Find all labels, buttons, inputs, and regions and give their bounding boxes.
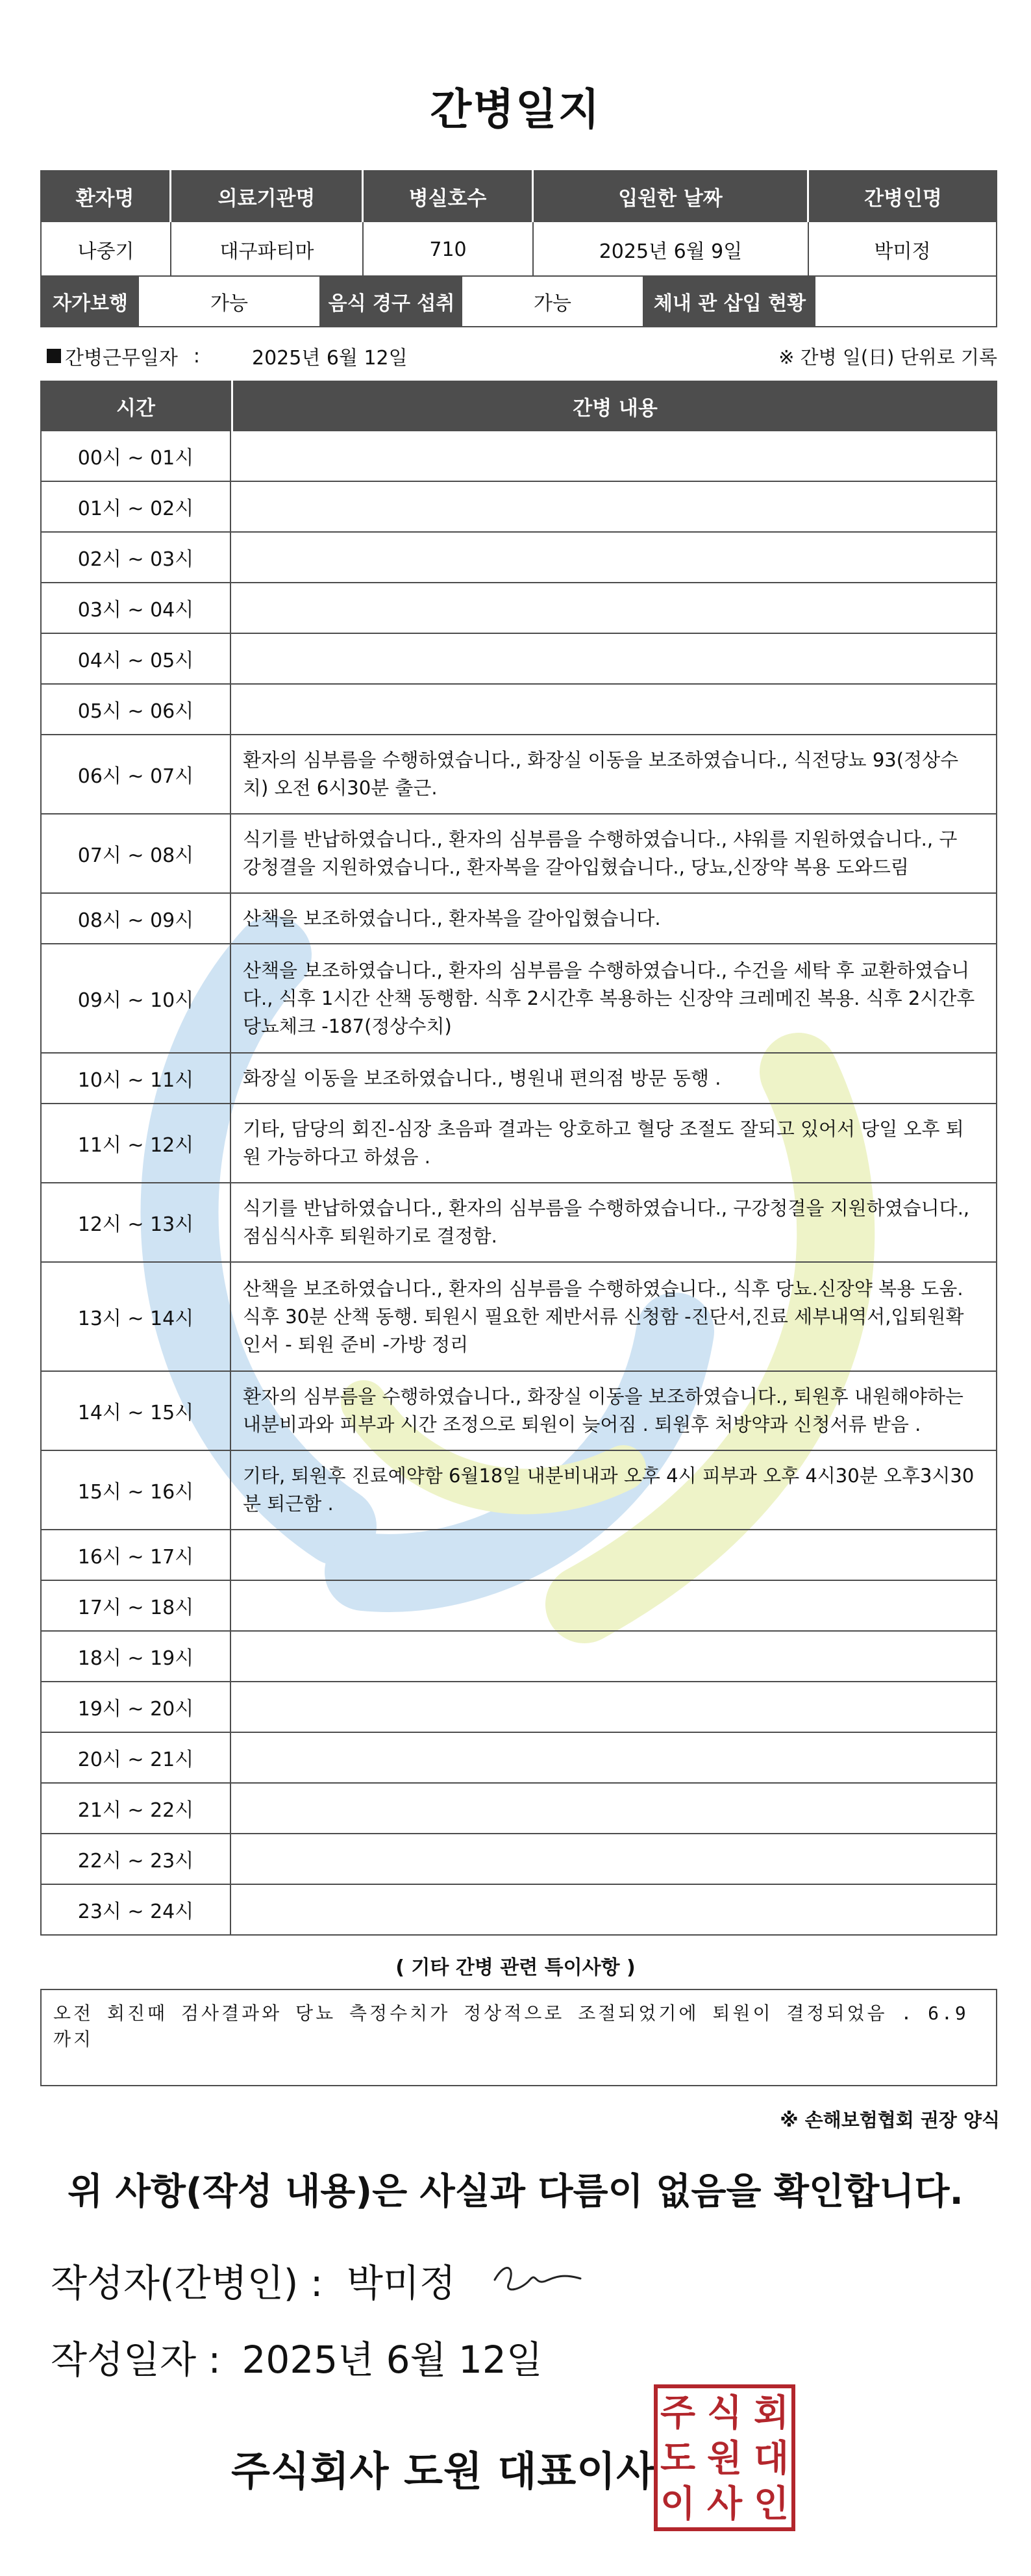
tube-value [815,277,996,326]
log-row [40,533,997,583]
duty-colon: : [193,344,200,368]
log-note [231,1784,997,1833]
svg-text:회: 회 [753,2392,789,2434]
walking-value: 가능 [139,277,321,326]
log-time: 22시 ~ 23시 [40,1834,231,1884]
patient-status-row [40,275,997,327]
log-time: 23시 ~ 24시 [40,1885,231,1934]
column-time: 시간 [40,381,233,431]
patient-info-table [40,170,997,279]
duty-date-line [47,340,997,372]
room-number: 710 [364,222,534,277]
log-note: 식기를 반납하였습니다., 환자의 심부름을 수행하였습니다., 구강청결을 지원하였습니다., 점심식사후 퇴원하기로 결정함. [231,1183,997,1261]
log-time: 04시 ~ 05시 [40,634,231,683]
log-time: 12시 ~ 13시 [40,1183,231,1261]
admission-date: 2025년 6월 9일 [534,222,809,277]
log-note: 환자의 심부름을 수행하였습니다., 화장실 이동을 보조하였습니다., 퇴원후 내원해야하는 내분비과와 피부과 시간 조정으로 퇴원이 늦어짐 . 퇴원후 처방약과 신청서류 받음 . [231,1372,997,1450]
header-room: 병실호수 [364,170,534,222]
log-row [40,634,997,685]
care-log-header [40,381,997,431]
log-note [231,685,997,734]
log-note: 기타, 퇴원후 진료예약함 6월18일 내분비내과 오후 4시 피부과 오후 4시30분 오후3시30 분 퇴근함 . [231,1451,997,1529]
log-row [40,583,997,634]
log-note [231,1632,997,1681]
log-row [40,1632,997,1682]
oral-intake-value: 가능 [462,277,644,326]
log-note: 산책을 보조하였습니다., 환자의 심부름을 수행하였습니다., 식후 당뇨.신장약 복용 도움. 식후 30분 산책 동행. 퇴원시 필요한 제반서류 신청함 -진단서,진료 세부내역서,입퇴원확 인서 - 퇴원 준비 -가방 정리 [231,1263,997,1370]
log-time: 05시 ~ 06시 [40,685,231,734]
log-row [40,1263,997,1372]
log-row [40,1834,997,1885]
writer-line [51,2253,456,2307]
log-note [231,533,997,582]
svg-text:주: 주 [660,2392,696,2434]
column-content: 간병 내용 [573,396,658,420]
header-caregiver: 간병인명 [809,170,997,222]
svg-text:식: 식 [706,2392,743,2434]
svg-text:원: 원 [706,2438,743,2480]
log-time: 19시 ~ 20시 [40,1682,231,1732]
log-time: 14시 ~ 15시 [40,1372,231,1450]
log-note: 화장실 이동을 보조하였습니다., 병원내 편의점 방문 동행 . [231,1054,997,1103]
log-time: 08시 ~ 09시 [40,894,231,943]
log-time: 18시 ~ 19시 [40,1632,231,1681]
log-time: 17시 ~ 18시 [40,1581,231,1630]
log-row [40,894,997,944]
duty-note: ※ 간병 일(日) 단위로 기록 [778,346,997,368]
log-row [40,1784,997,1834]
log-row [40,482,997,533]
care-log-table [40,381,997,1936]
log-row [40,1885,997,1936]
log-note [231,1733,997,1782]
notes-box: 오전 회진때 검사결과와 당뇨 측정수치가 정상적으로 조절되었기에 퇴원이 결정되었음 . 6.9까지 [40,1989,997,2086]
log-time: 03시 ~ 04시 [40,583,231,633]
log-row [40,735,997,814]
log-row [40,1372,997,1451]
square-bullet-icon [47,349,61,363]
log-row [40,944,997,1054]
log-note: 환자의 심부름을 수행하였습니다., 화장실 이동을 보조하였습니다., 식전당뇨 93(정상수 치) 오전 6시30분 출근. [231,735,997,813]
log-note [231,1581,997,1630]
header-admission-date: 입원한 날짜 [534,170,809,222]
oral-intake-label: 음식 경구 섭취 [321,277,462,326]
notes-title: ( 기타 간병 관련 특이사항 ) [395,1956,636,1979]
svg-text:사: 사 [706,2483,743,2525]
written-date-value: 2025년 6월 12일 [242,2338,543,2382]
duty-date-label: 간병근무일자 [65,347,178,370]
log-time: 06시 ~ 07시 [40,735,231,813]
log-row [40,1183,997,1263]
log-note [231,634,997,683]
log-row [40,1682,997,1733]
log-row [40,1733,997,1784]
log-note [231,482,997,531]
log-time: 20시 ~ 21시 [40,1733,231,1782]
log-note [231,1530,997,1580]
log-note [231,583,997,633]
log-row [40,1581,997,1632]
log-note: 산책을 보조하였습니다., 환자복을 갈아입혔습니다. [231,894,997,943]
caregiver-name: 박미정 [809,222,997,277]
log-row [40,431,997,482]
log-time: 09시 ~ 10시 [40,944,231,1052]
company-representative: 주식회사 도원 대표이사 [231,2447,656,2495]
log-time: 13시 ~ 14시 [40,1263,231,1370]
log-note: 식기를 반납하였습니다., 환자의 심부름을 수행하였습니다., 샤워를 지원하였습니다., 구 강청결을 지원하였습니다., 환자복을 갈아입혔습니다., 당뇨,신장약 복용 도와드림 [231,814,997,892]
log-time: 00시 ~ 01시 [40,431,231,481]
log-row [40,814,997,894]
log-time: 10시 ~ 11시 [40,1054,231,1103]
signature-scribble [490,2254,587,2299]
company-seal-stamp [653,2384,796,2532]
log-time: 02시 ~ 03시 [40,533,231,582]
writer-name: 박미정 [346,2261,456,2305]
log-time: 11시 ~ 12시 [40,1104,231,1182]
log-time: 21시 ~ 22시 [40,1784,231,1833]
log-row [40,685,997,735]
svg-text:대: 대 [753,2438,789,2480]
log-note: 기타, 담당의 회진-심장 초음파 결과는 앙호하고 혈당 조절도 잘되고 있어서 당일 오후 퇴 원 가능하다고 하셨음 . [231,1104,997,1182]
log-note: 산책을 보조하였습니다., 환자의 심부름을 수행하였습니다., 수건을 세탁 후 교환하였습니 다., 식후 1시간 산책 동행함. 식후 2시간후 복용하는 신장약 크레메진 복용. 식후 2시간후 당뇨체크 -187(정상수치) [231,944,997,1052]
header-patient-name: 환자명 [40,170,171,222]
log-time: 07시 ~ 08시 [40,814,231,892]
log-row [40,1054,997,1104]
svg-text:인: 인 [753,2483,789,2525]
log-row [40,1530,997,1581]
form-source-note: ※ 손해보험협회 권장 양식 [780,2109,1000,2131]
hospital-name: 대구파티마 [171,222,364,277]
log-note [231,1834,997,1884]
writer-label: 작성자(간병인) : [51,2261,323,2305]
patient-name: 나중기 [40,222,171,277]
duty-date-value: 2025년 6월 12일 [252,347,408,370]
log-row [40,1451,997,1530]
written-date-line [51,2329,543,2384]
log-time: 16시 ~ 17시 [40,1530,231,1580]
svg-text:이: 이 [660,2483,696,2525]
log-row [40,1104,997,1183]
tube-label: 체내 관 삽입 현황 [644,277,815,326]
header-hospital: 의료기관명 [171,170,364,222]
log-time: 01시 ~ 02시 [40,482,231,531]
log-note [231,1682,997,1732]
walking-label: 자가보행 [42,277,139,326]
log-note [231,1885,997,1934]
log-time: 15시 ~ 16시 [40,1451,231,1529]
log-note [231,431,997,481]
confirmation-statement: 위 사항(작성 내용)은 사실과 다름이 없음을 확인합니다. [68,2171,963,2213]
svg-text:도: 도 [660,2438,696,2480]
written-date-label: 작성일자 : [51,2338,221,2382]
page-title: 간병일지 [430,84,601,134]
